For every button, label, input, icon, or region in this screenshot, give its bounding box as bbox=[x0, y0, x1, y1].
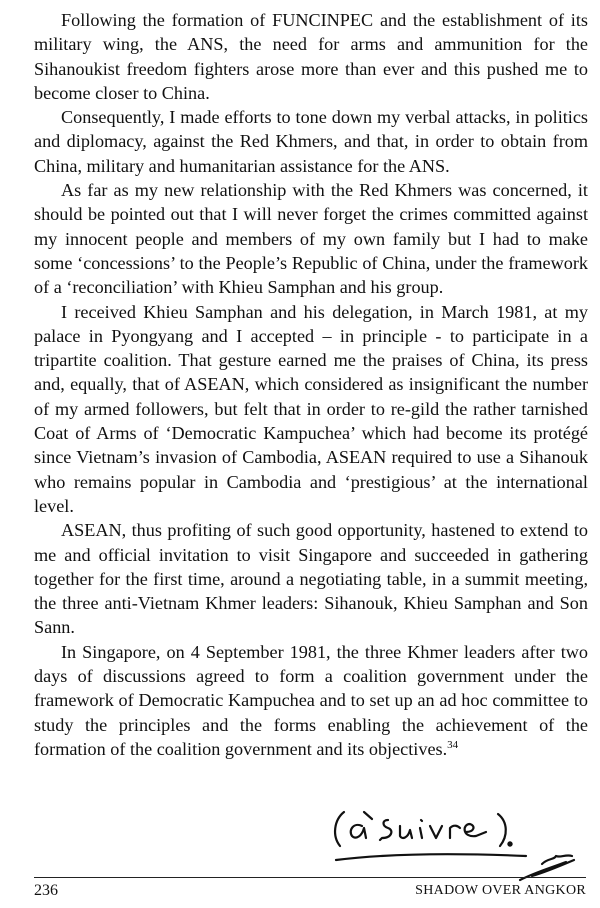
running-title: SHADOW OVER ANGKOR bbox=[415, 883, 586, 898]
paragraph-3: As far as my new relationship with the Red Khmers was concerned, it should be pointed out that I will never forget the crimes committed against my innocent people and members of my own family but I had to make some ‘concessions’ to the People’s Republic of China, under the framework of a ‘reconciliation’ with Khieu Samphan and his group. bbox=[34, 180, 588, 298]
paragraph-2: Consequently, I made efforts to tone down my verbal attacks, in politics and diplomacy, against the Red Khmers, and that, in order to obtain from China, military and humanitarian assistance for the ANS. bbox=[34, 107, 588, 176]
paragraph-6-text: In Singapore, on 4 September 1981, the three Khmer leaders after two days of discussions agreed to form a coalition government under the framework of Democratic Kampuchea and to set up an ad hoc committee to study the principles and the forms enabling the achievement of the formation of the coalition government and its objectives. bbox=[34, 641, 588, 759]
footer-rule bbox=[34, 877, 586, 878]
page-number: 236 bbox=[34, 882, 58, 899]
paragraph-5: ASEAN, thus profiting of such good opportunity, hastened to extend to me and official invitation to visit Singapore and succeeded in gathering together for the first time, around a negotiating table, in a summit meeting, the three anti-Vietnam Khmer leaders: Sihanouk, Khieu Samphan and Son Sann. bbox=[34, 520, 588, 638]
footnote-reference: 34 bbox=[447, 738, 459, 751]
handwritten-a-suivre-signature bbox=[310, 786, 590, 886]
paragraph-6 bbox=[34, 640, 588, 761]
paragraph-1: Following the formation of FUNCINPEC and the establishment of its military wing, the ANS, the need for arms and ammunition for the Sihanoukist freedom fighters arose more than ever and this pushed me to become closer to China. bbox=[34, 10, 588, 103]
body-text bbox=[34, 8, 588, 761]
paragraph-4: I received Khieu Samphan and his delegation, in March 1981, at my palace in Pyongyang and I accepted – in principle - to participate in a tripartite coalition. That gesture earned me the praises of China, its press and, equally, that of ASEAN, which considered as insignificant the number of my armed followers, but felt that in order to re-gild the rather tarnished Coat of Arms of ‘Democratic Kampuchea’ which had become its protégé since Vietnam’s invasion of Cambodia, ASEAN required to use a Sihanouk who remains popular in Cambodia and ‘prestigious’ at the international level. bbox=[34, 301, 588, 516]
